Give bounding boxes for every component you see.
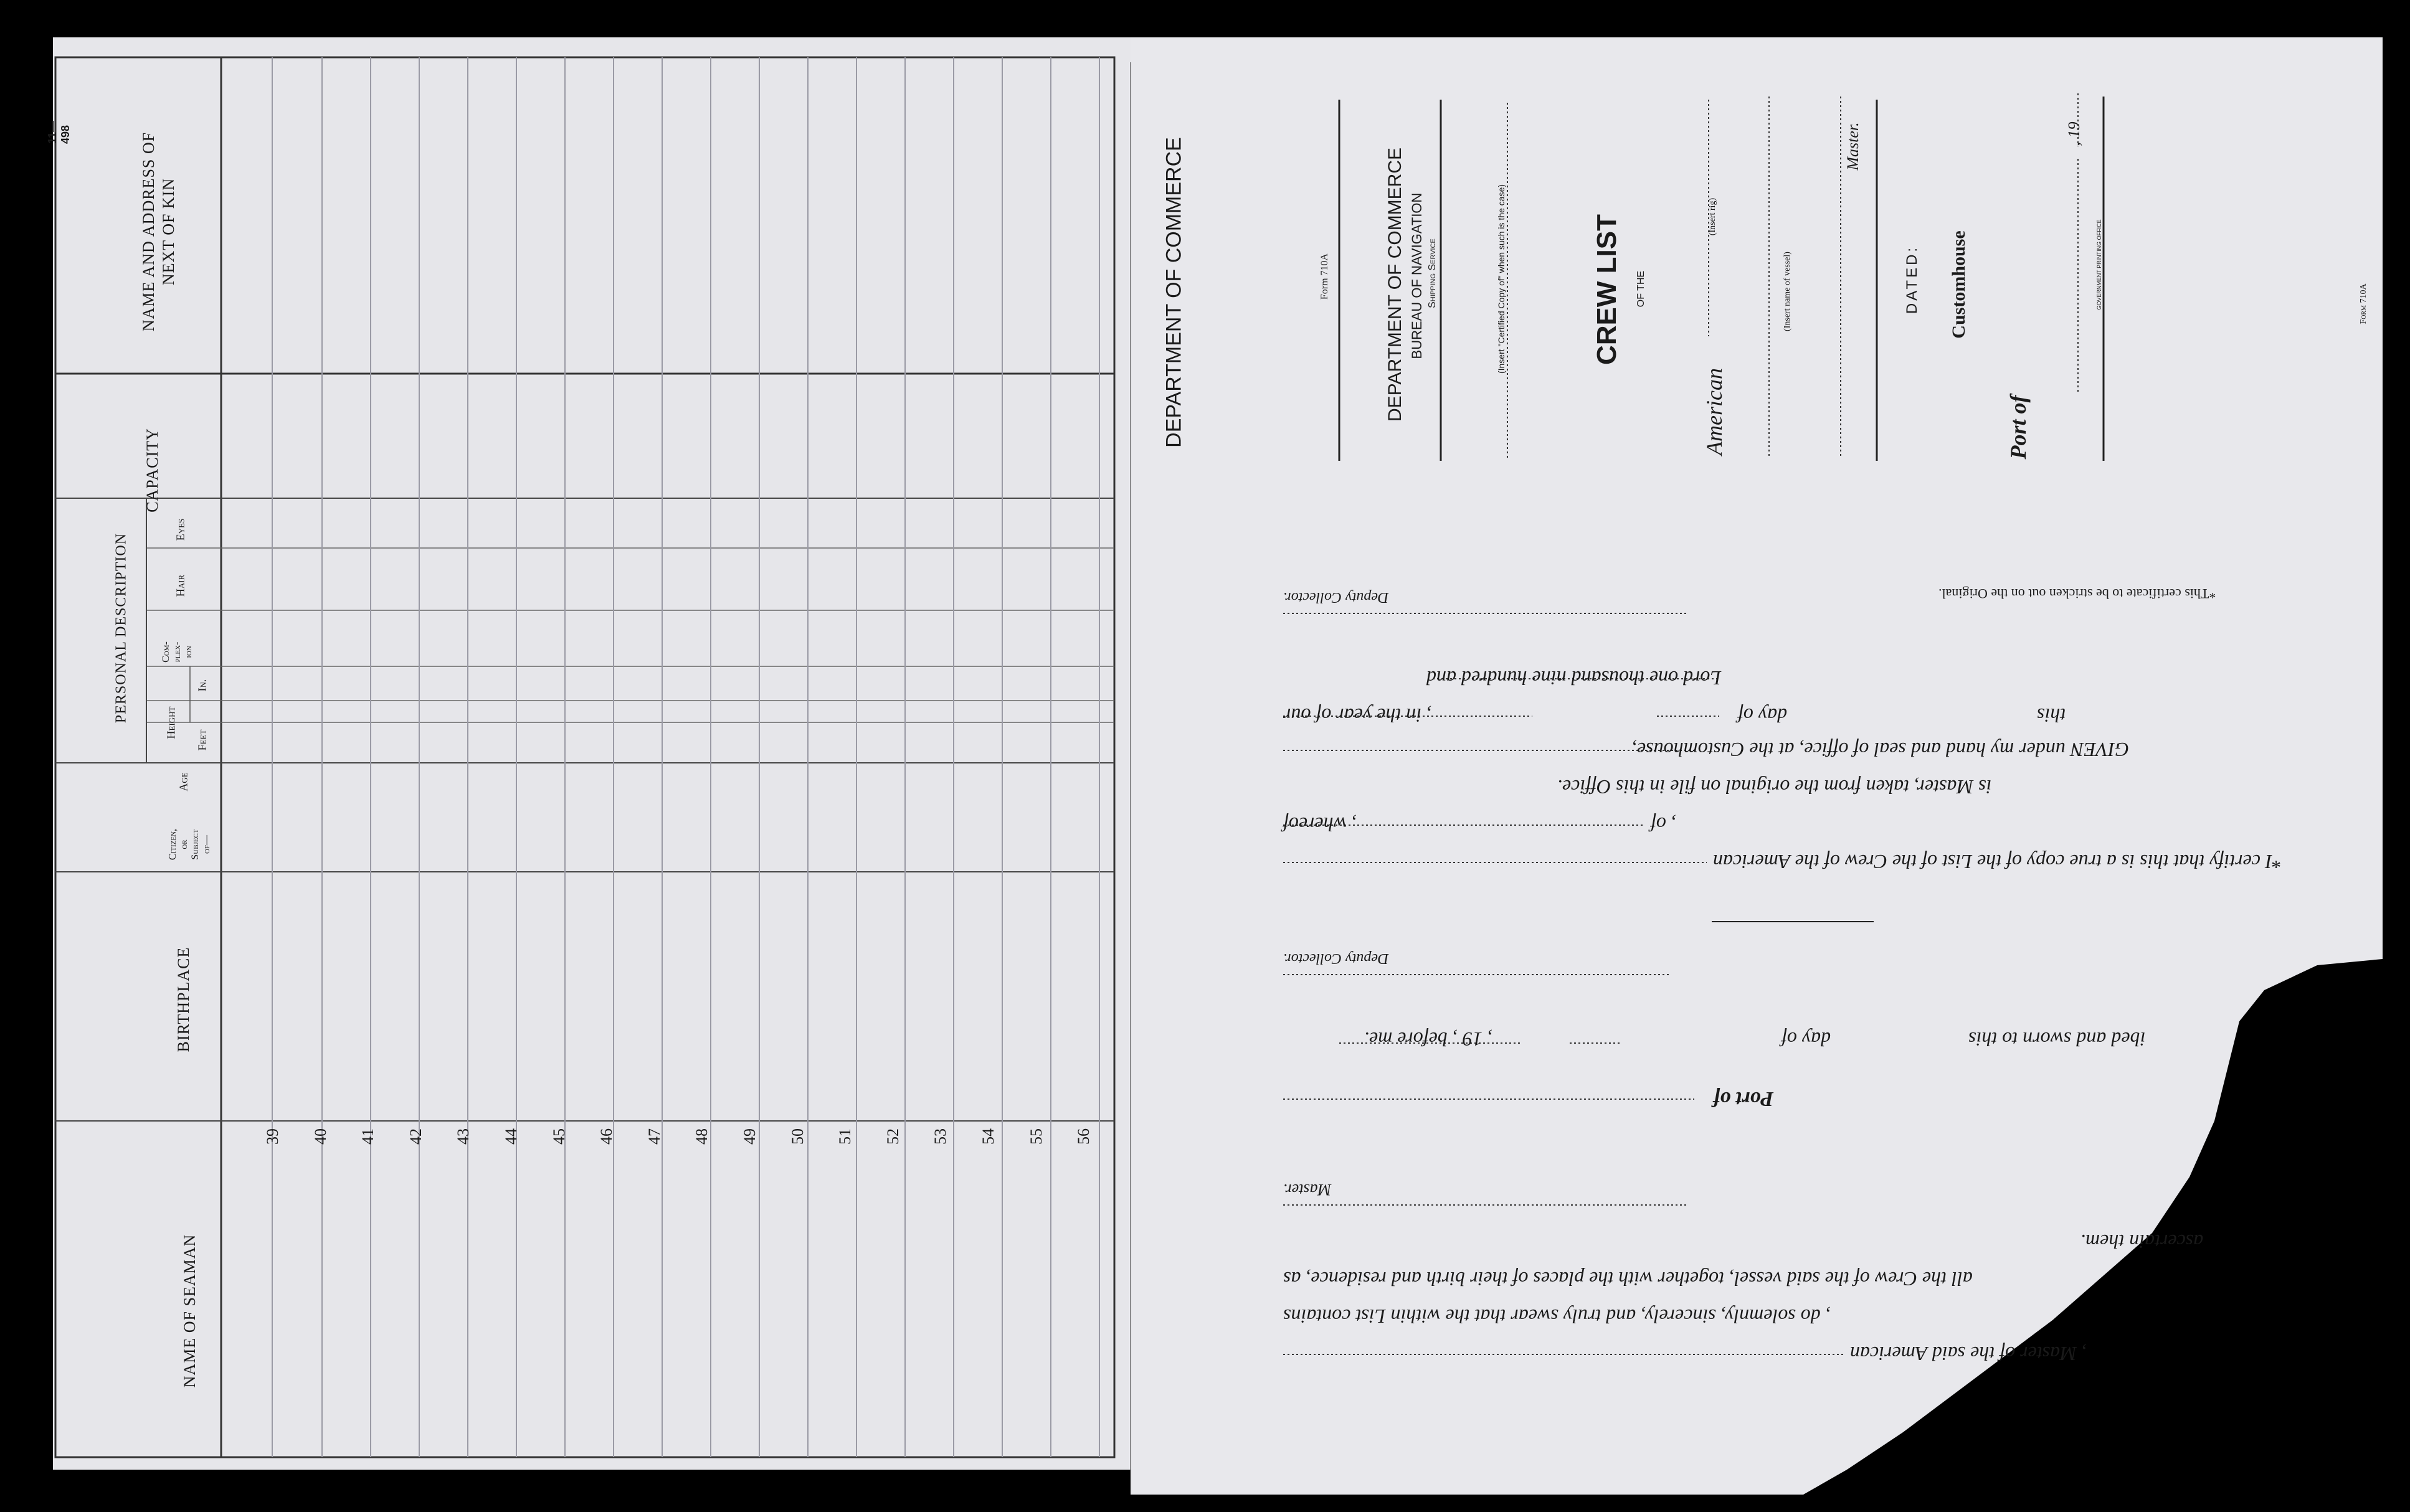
department-heading: DEPARTMENT OF COMMERCE [1385, 147, 1405, 422]
header-age: Age [177, 772, 190, 791]
header-complexion: Com- plex- ion [161, 641, 194, 663]
row-number: 43 [454, 1128, 473, 1145]
row-number: 48 [693, 1128, 711, 1145]
service-heading: Shipping Service [1427, 239, 1438, 308]
ascertain-line: ascertain them. [2080, 1231, 2204, 1253]
form-number: Form 710A [2359, 283, 2368, 324]
certify-line: *I certify that this is a true copy of the List of the Crew of the American [1713, 851, 2282, 873]
row-number: 49 [741, 1128, 759, 1145]
sworn-line: ibed and sworn to this [1968, 1028, 2146, 1051]
this-label: this [2037, 704, 2066, 727]
before-me-label: , 19 , before me. [1364, 1028, 1492, 1051]
year-label: , 19 [2065, 121, 2083, 146]
deputy-collector-1: Deputy Collector. [1283, 589, 1389, 605]
form-number-label: Form 710A [1319, 253, 1330, 300]
insert-vessel-note: (Insert name of vessel) [1783, 252, 1792, 331]
in-year-label: , in the year of our [1283, 704, 1432, 727]
crew-vessel-line: all the Crew of the said vessel, together with the places of their birth and residence, as [1283, 1268, 1973, 1290]
header-eyes: Eyes [174, 518, 187, 541]
master-taken-line: is Master, taken from the original on file in this Office. [1557, 776, 1992, 798]
dated-label: DATED: [1904, 245, 1920, 314]
header-hair: Hair [174, 574, 187, 597]
master-label: Master. [1844, 122, 1862, 171]
row-number: 54 [979, 1128, 997, 1145]
crew-list-title: CREW LIST [1592, 214, 1622, 365]
row-number: 51 [836, 1128, 855, 1145]
day-of-label: day of [1738, 704, 1788, 727]
header-citizen: Citizen, or Subject of— [168, 828, 212, 861]
row-number: 39 [263, 1128, 282, 1145]
port-of-label: Port of [2006, 395, 2031, 460]
row-number: 40 [311, 1128, 330, 1145]
footnote-text: *This certificate to be stricken out on the Original. [1938, 586, 2216, 602]
american-label: American [1702, 368, 1727, 455]
bureau-heading: BUREAU OF NAVIGATION [1409, 192, 1425, 359]
header-feet: Feet [196, 729, 209, 751]
lord-line: Lord one thousand nine hundred and [1426, 667, 1722, 689]
deputy-collector-2: Deputy Collector. [1283, 950, 1389, 966]
header-next-of-kin: NAME AND ADDRESS OF NEXT OF KIN [140, 131, 178, 332]
of-the-label: OF THE [1636, 270, 1646, 308]
of-label: , of [1651, 813, 1676, 836]
header-birthplace: BIRTHPLACE [174, 947, 192, 1052]
header-capacity: CAPACITY [143, 428, 161, 513]
row-number: 47 [645, 1128, 663, 1145]
row-number: 46 [597, 1128, 616, 1145]
header-height: Height [164, 706, 178, 739]
row-number: 52 [883, 1128, 902, 1145]
header-name-of-seaman: NAME OF SEAMAN [181, 1234, 199, 1388]
row-number: 42 [406, 1128, 425, 1145]
header-inches: In. [196, 679, 209, 692]
master-signature-label: Master. [1283, 1181, 1332, 1199]
customhouse-label: Customhouse [1948, 230, 1969, 339]
solemnly-line: , do solemnly, sincerely, and truly swear that the within List contains [1283, 1305, 1831, 1328]
form-stamp: 11—498 [46, 120, 72, 144]
row-number: 45 [549, 1128, 568, 1145]
insert-rig-note: (Insert rig) [1708, 197, 1717, 236]
row-number: 56 [1075, 1128, 1093, 1145]
master-of-line: , Master of the said American [1850, 1343, 2087, 1365]
day-of-2-label: day of [1781, 1028, 1831, 1051]
row-number: 55 [1027, 1128, 1045, 1145]
printer-mark: GOVERNMENT PRINTING OFFICE [2096, 219, 2102, 310]
insert-certified-note: (Insert "Certified Copy of" when such is the case) [1496, 184, 1506, 374]
row-number: 44 [502, 1128, 520, 1145]
given-line: GIVEN under my hand and seal of office, at the Customhouse, [1632, 739, 2130, 761]
row-number: 50 [788, 1128, 807, 1145]
port-of-cert-label: Port of [1713, 1087, 1774, 1110]
row-number: 41 [359, 1128, 377, 1145]
header-personal-description: PERSONAL DESCRIPTION [113, 532, 130, 724]
department-title: DEPARTMENT OF COMMERCE [1162, 137, 1186, 448]
row-number: 53 [931, 1128, 950, 1145]
whereof-label: , whereof [1283, 813, 1357, 836]
